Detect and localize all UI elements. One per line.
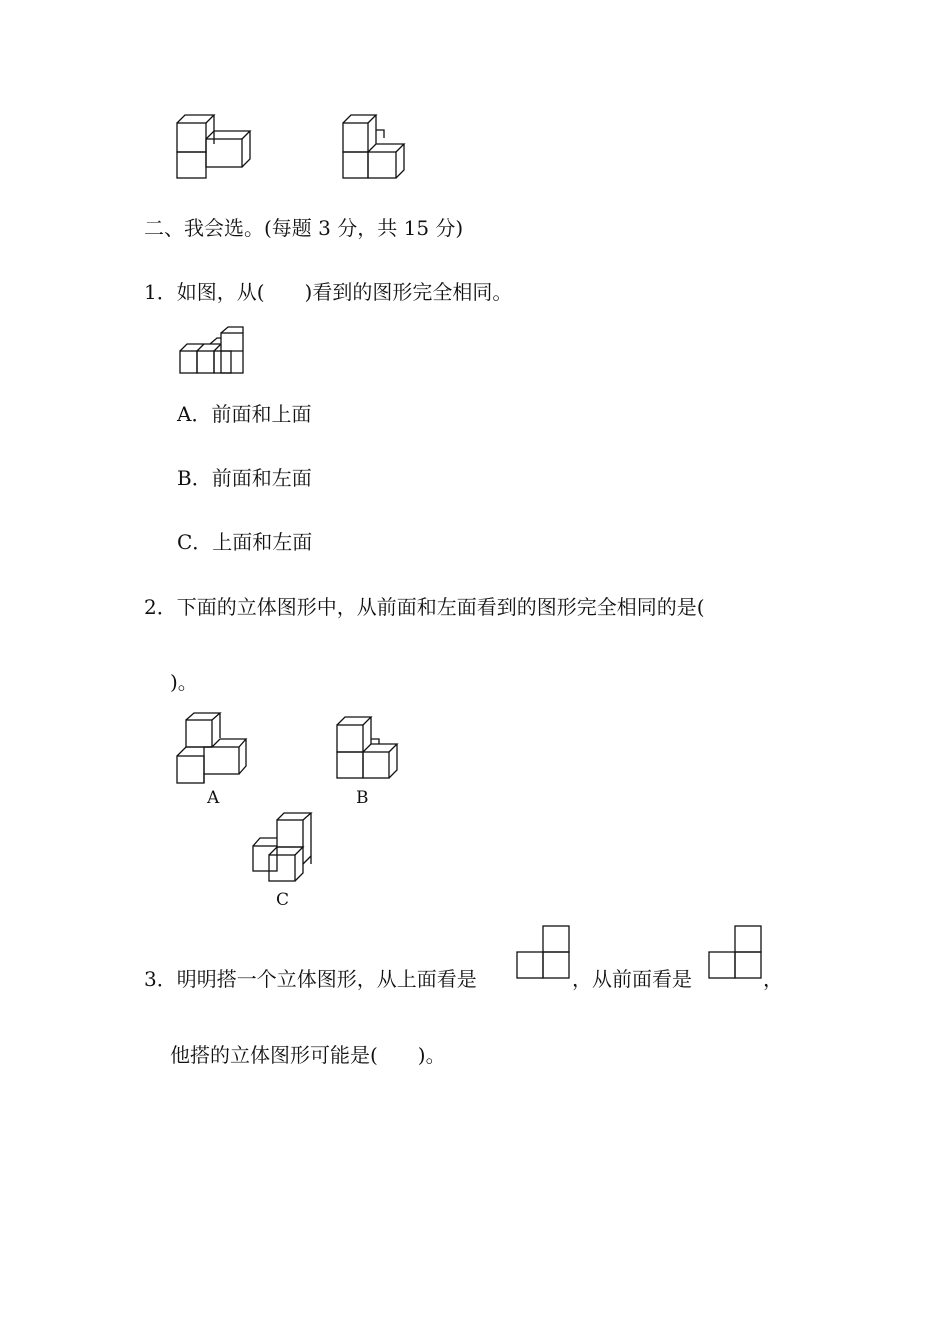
question-2-label-b: B	[356, 788, 369, 808]
question-2-figure-a	[170, 708, 254, 790]
question-1-figure	[172, 322, 252, 378]
question-3-front-view-figure	[707, 922, 763, 982]
top-figure-left	[170, 108, 260, 184]
top-figure-right	[336, 108, 416, 184]
question-1-option-b[interactable]: B．前面和左面	[177, 466, 312, 490]
question-3-text-line2: 他搭的立体图形可能是( )。	[170, 1043, 446, 1067]
question-2-text-line1: 2．下面的立体图形中，从前面和左面看到的图形完全相同的是(	[144, 595, 705, 619]
section-title: 二、我会选。(每题 3 分，共 15 分)	[144, 216, 464, 240]
question-1-text: 1．如图，从( )看到的图形完全相同。	[144, 280, 513, 304]
question-1-option-a[interactable]: A．前面和上面	[177, 402, 312, 426]
question-2-figure-b	[330, 710, 404, 784]
question-3-text-part1: 3．明明搭一个立体图形，从上面看是	[144, 967, 477, 991]
question-2-label-a: A	[207, 788, 220, 808]
question-1-option-c[interactable]: C．上面和左面	[177, 530, 313, 554]
question-3-top-view-figure	[515, 922, 571, 982]
question-3-text-part2: ，从前面看是	[572, 967, 692, 991]
question-2-text-line2: )。	[170, 670, 198, 694]
question-2-label-c: C	[276, 890, 290, 910]
question-2-figure-c	[246, 808, 320, 888]
question-3-text-part3: ，	[763, 967, 783, 991]
